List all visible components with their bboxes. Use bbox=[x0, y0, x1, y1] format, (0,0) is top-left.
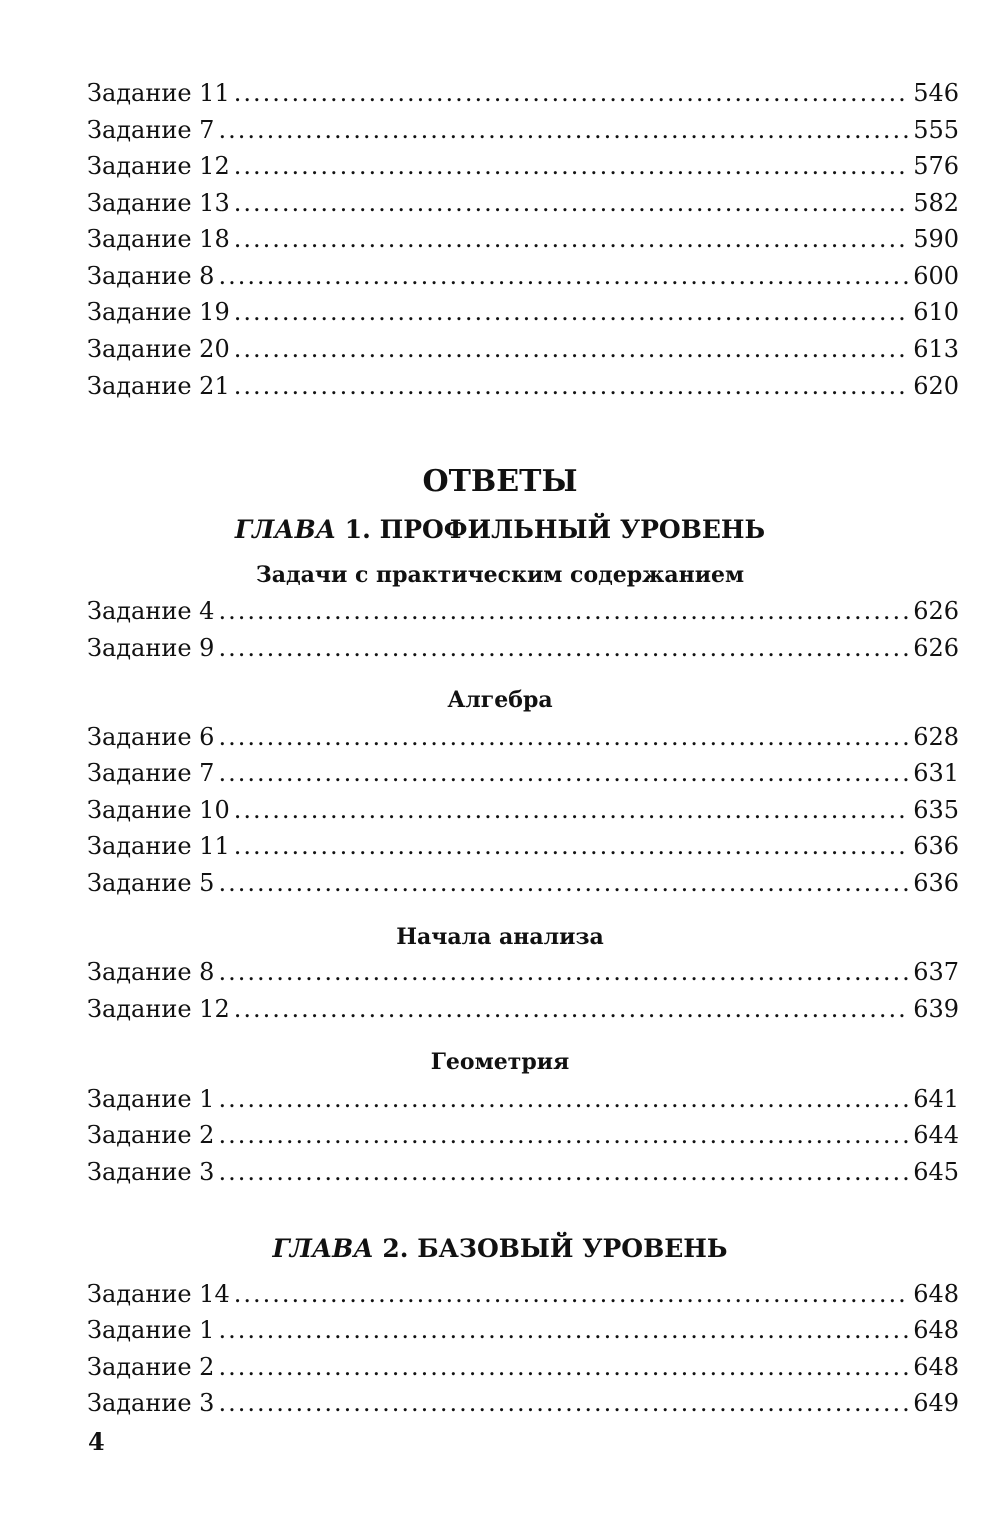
toc-leader-dots bbox=[218, 115, 909, 145]
toc-entry-label: Задание 2 bbox=[87, 1121, 215, 1149]
toc-entry-page: 636 bbox=[913, 832, 959, 860]
toc-entry bbox=[87, 151, 959, 181]
chapter-2-rest: 2. БАЗОВЫЙ УРОВЕНЬ bbox=[373, 1234, 728, 1263]
toc-leader-dots bbox=[234, 297, 909, 327]
chapter-1-prefix: ГЛАВА bbox=[234, 515, 337, 544]
toc-entry-label: Задание 12 bbox=[87, 152, 230, 180]
toc-entry-label: Задание 18 bbox=[87, 225, 230, 253]
section-title: Геометрия bbox=[430, 1049, 570, 1075]
toc-entry-page: 639 bbox=[913, 995, 959, 1023]
toc-entry bbox=[87, 1084, 959, 1114]
toc-entry-page: 582 bbox=[913, 189, 959, 217]
toc-entry-label: Задание 4 bbox=[87, 597, 215, 625]
toc-leader-dots bbox=[218, 261, 909, 291]
toc-entry-page: 636 bbox=[913, 869, 959, 897]
toc-leader-dots bbox=[218, 1120, 909, 1150]
toc-entry-label: Задание 7 bbox=[87, 116, 215, 144]
toc-entry-page: 620 bbox=[913, 372, 959, 400]
toc-entry-page: 626 bbox=[913, 634, 959, 662]
toc-entry bbox=[87, 78, 959, 108]
toc-entry-label: Задание 8 bbox=[87, 958, 215, 986]
toc-entry-page: 631 bbox=[913, 759, 959, 787]
toc-leader-dots bbox=[218, 596, 909, 626]
chapter-1-title bbox=[0, 514, 1000, 546]
toc-leader-dots bbox=[234, 151, 909, 181]
toc-entry-page: 626 bbox=[913, 597, 959, 625]
toc-entry-page: 644 bbox=[913, 1121, 959, 1149]
toc-entry bbox=[87, 1352, 959, 1382]
answers-title: ОТВЕТЫ bbox=[422, 464, 578, 499]
toc-entry bbox=[87, 957, 959, 987]
toc-entry bbox=[87, 188, 959, 218]
toc-leader-dots bbox=[218, 868, 909, 898]
toc-entry-label: Задание 19 bbox=[87, 298, 230, 326]
toc-entry bbox=[87, 795, 959, 825]
page-number: 4 bbox=[88, 1427, 105, 1456]
toc-leader-dots bbox=[234, 831, 909, 861]
toc-entry bbox=[87, 722, 959, 752]
toc-entry bbox=[87, 297, 959, 327]
toc-entry-label: Задание 14 bbox=[87, 1280, 230, 1308]
toc-entry bbox=[87, 868, 959, 898]
toc-entry bbox=[87, 115, 959, 145]
toc-entry-label: Задание 2 bbox=[87, 1353, 215, 1381]
toc-entry bbox=[87, 1388, 959, 1418]
toc-leader-dots bbox=[234, 994, 909, 1024]
toc-entry-page: 610 bbox=[913, 298, 959, 326]
toc-entry-page: 576 bbox=[913, 152, 959, 180]
toc-entry-label: Задание 10 bbox=[87, 796, 230, 824]
toc-leader-dots bbox=[234, 224, 909, 254]
toc-leader-dots bbox=[234, 78, 909, 108]
toc-entry-page: 635 bbox=[913, 796, 959, 824]
section-title: Начала анализа bbox=[396, 924, 604, 950]
toc-entry-page: 648 bbox=[913, 1353, 959, 1381]
toc-entry-label: Задание 9 bbox=[87, 634, 215, 662]
toc-leader-dots bbox=[234, 371, 909, 401]
toc-leader-dots bbox=[218, 1388, 909, 1418]
toc-entry bbox=[87, 596, 959, 626]
toc-entry-page: 645 bbox=[913, 1158, 959, 1186]
toc-entry-label: Задание 11 bbox=[87, 832, 230, 860]
toc-entry-label: Задание 13 bbox=[87, 189, 230, 217]
toc-entry-label: Задание 1 bbox=[87, 1316, 215, 1344]
toc-entry-page: 600 bbox=[913, 262, 959, 290]
section-title: Алгебра bbox=[447, 687, 553, 713]
toc-entry bbox=[87, 831, 959, 861]
chapter-2-prefix: ГЛАВА bbox=[272, 1234, 374, 1263]
toc-entry-page: 648 bbox=[913, 1316, 959, 1344]
toc-leader-dots bbox=[234, 1279, 909, 1309]
toc-leader-dots bbox=[218, 1084, 909, 1114]
toc-entry-page: 590 bbox=[913, 225, 959, 253]
toc-entry bbox=[87, 758, 959, 788]
toc-leader-dots bbox=[218, 1352, 909, 1382]
toc-entry-label: Задание 3 bbox=[87, 1158, 215, 1186]
toc-entry-label: Задание 12 bbox=[87, 995, 230, 1023]
toc-entry bbox=[87, 334, 959, 364]
toc-entry-label: Задание 21 bbox=[87, 372, 230, 400]
toc-entry-page: 613 bbox=[913, 335, 959, 363]
toc-entry bbox=[87, 371, 959, 401]
toc-entry-page: 628 bbox=[913, 723, 959, 751]
toc-entry-page: 555 bbox=[913, 116, 959, 144]
toc-entry-page: 649 bbox=[913, 1389, 959, 1417]
toc-entry-page: 637 bbox=[913, 958, 959, 986]
chapter-1-rest: 1. ПРОФИЛЬНЫЙ УРОВЕНЬ bbox=[336, 515, 766, 544]
toc-entry bbox=[87, 261, 959, 291]
toc-entry-label: Задание 11 bbox=[87, 79, 230, 107]
toc-entry bbox=[87, 1120, 959, 1150]
chapter-2-title bbox=[0, 1233, 1000, 1265]
toc-leader-dots bbox=[218, 957, 909, 987]
toc-entry-page: 546 bbox=[913, 79, 959, 107]
toc-leader-dots bbox=[234, 188, 909, 218]
toc-entry-label: Задание 3 bbox=[87, 1389, 215, 1417]
toc-entry bbox=[87, 1157, 959, 1187]
toc-entry-label: Задание 7 bbox=[87, 759, 215, 787]
toc-leader-dots bbox=[218, 633, 909, 663]
toc-leader-dots bbox=[218, 758, 909, 788]
toc-entry-page: 641 bbox=[913, 1085, 959, 1113]
toc-entry bbox=[87, 994, 959, 1024]
toc-leader-dots bbox=[218, 1157, 909, 1187]
toc-leader-dots bbox=[218, 722, 909, 752]
toc-entry bbox=[87, 633, 959, 663]
toc-entry bbox=[87, 224, 959, 254]
toc-entry-label: Задание 6 bbox=[87, 723, 215, 751]
toc-leader-dots bbox=[218, 1315, 909, 1345]
toc-entry-label: Задание 5 bbox=[87, 869, 215, 897]
toc-entry-label: Задание 8 bbox=[87, 262, 215, 290]
toc-entry bbox=[87, 1279, 959, 1309]
toc-entry bbox=[87, 1315, 959, 1345]
toc-entry-label: Задание 1 bbox=[87, 1085, 215, 1113]
toc-leader-dots bbox=[234, 334, 909, 364]
toc-entry-label: Задание 20 bbox=[87, 335, 230, 363]
toc-leader-dots bbox=[234, 795, 909, 825]
toc-entry-page: 648 bbox=[913, 1280, 959, 1308]
section-title: Задачи с практическим содержанием bbox=[255, 562, 745, 588]
